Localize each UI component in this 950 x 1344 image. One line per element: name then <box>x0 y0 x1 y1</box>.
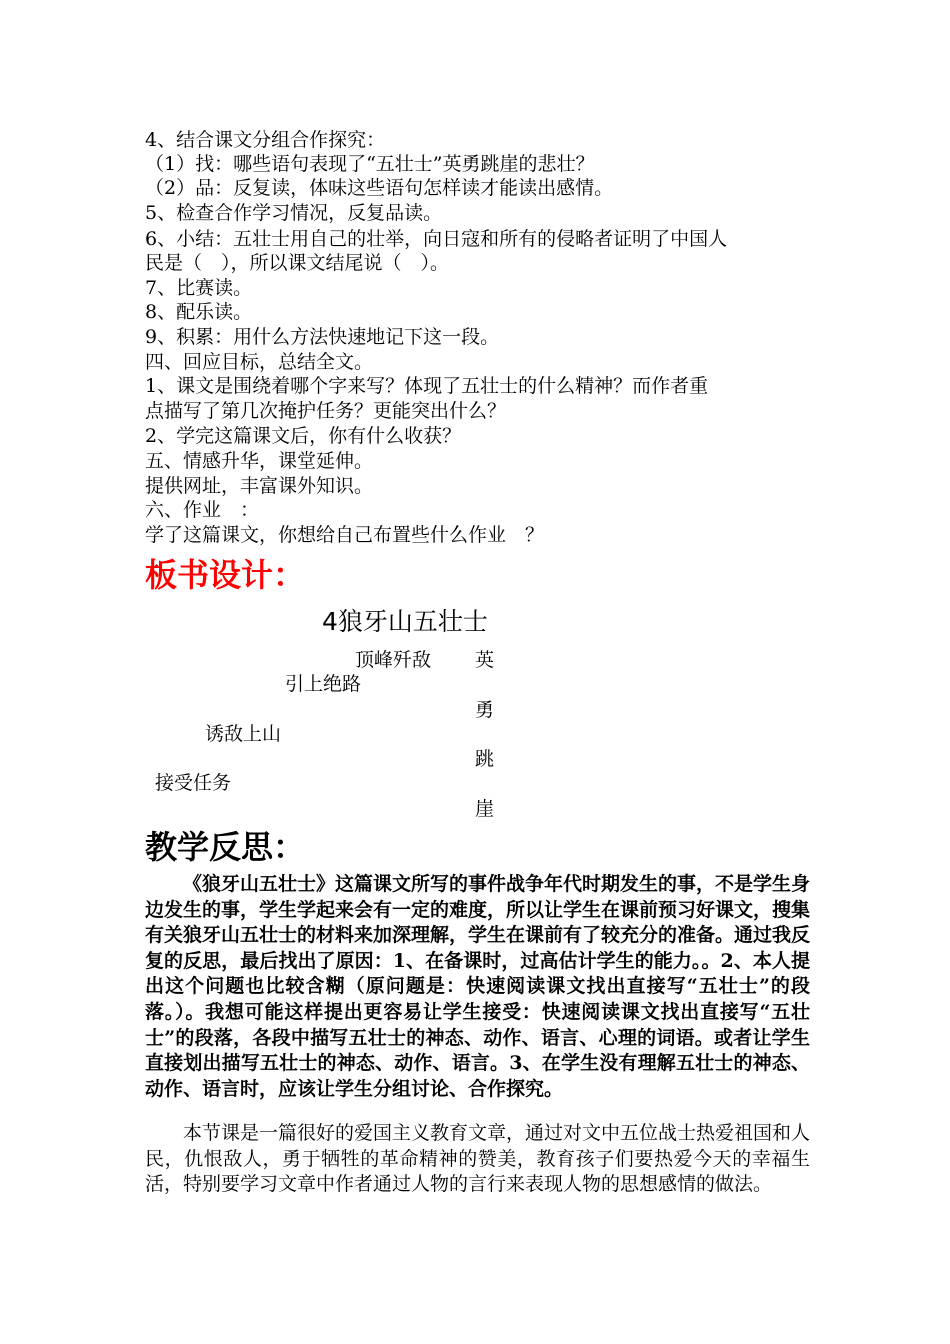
summary-q1-line1: 1、课文是围绕着哪个字来写？体现了五壮士的什么精神？而作者重 <box>145 375 709 397</box>
board-vertical-char: 崖 <box>475 798 495 820</box>
step-5: 5、检查合作学习情况，反复品读。 <box>145 202 443 224</box>
section-6-heading: 六、作业 ： <box>145 499 260 521</box>
board-vertical-char: 英 <box>475 649 495 671</box>
step-4-find: （1）找：哪些语句表现了“五壮士”英勇跳崖的悲壮？ <box>145 153 595 175</box>
section-5-text: 提供网址，丰富课外知识。 <box>145 475 374 497</box>
board-stage-accept-task: 接受任务 <box>155 772 232 794</box>
board-vertical-char: 勇 <box>475 699 495 721</box>
board-stage-summit: 顶峰歼敌 <box>355 649 432 671</box>
step-9: 9、积累：用什么方法快速地记下这一段。 <box>145 326 500 348</box>
homework-text: 学了这篇课文，你想给自己布置些什么作业 ？ <box>145 524 545 546</box>
section-5-heading: 五、情感升华，课堂延伸。 <box>145 450 374 472</box>
board-title: 4狼牙山五壮士 <box>322 607 488 636</box>
summary-q1-line2: 点描写了第几次掩护任务？更能突出什么？ <box>145 400 507 422</box>
reflection-paragraph-1: 《狼牙山五壮士》这篇课文所写的事件战争年代时期发生的事，不是学生身边发生的事，学生学起来会有一定的难度，所以让学生在课前预习好课文，搜集有关狼牙山五壮士的材料来加深理解，学生在课前有了较充分的准备。通过我反复的反思，最后找出了原因：1、在备课时，过高估计学生的能力。。2、本人提出这个问题也比较含糊（原问题是：快速阅读课文找出直接写“五壮士”的段落。）。我想可能这样提出更容易让学生接受：快速阅读课文找出直接写“五壮士”的段落，各段中描写五壮士的神态、动作、语言、心理的词语。或者让学生直接划出描写五壮士的神态、动作、语言。3、在学生没有理解五壮士的神态、动作、语言时，应该让学生分组讨论、合作探究。 <box>145 873 811 1100</box>
step-7: 7、比赛读。 <box>145 277 253 299</box>
step-6-line2: 民是（ ），所以课文结尾说（ ）。 <box>145 252 450 274</box>
step-4-savor: （2）品：反复读，体味这些语句怎样读才能读出感情。 <box>145 177 614 199</box>
step-8: 8、配乐读。 <box>145 301 253 323</box>
summary-q2: 2、学完这篇课文后，你有什么收获？ <box>145 425 462 447</box>
board-vertical-char: 跳 <box>475 748 495 770</box>
board-design-heading: 板书设计： <box>145 556 306 594</box>
step-6-line1: 6、小结：五壮士用自己的壮举，向日寇和所有的侵略者证明了中国人 <box>145 228 728 250</box>
board-stage-lure-to-cliff: 引上绝路 <box>285 673 362 695</box>
reflection-paragraph-2: 本节课是一篇很好的爱国主义教育文章，通过对文中五位战士热爱祖国和人民，仇恨敌人，勇于牺牲的革命精神的赞美，教育孩子们要热爱今天的幸福生活，特别要学习文章中作者通过人物的言行来表现人物的思想感情的做法。 <box>145 1122 811 1196</box>
reflection-heading: 教学反思： <box>145 828 306 866</box>
section-4-heading: 四、回应目标，总结全文。 <box>145 351 374 373</box>
board-stage-lure-up-mountain: 诱敌上山 <box>205 723 282 745</box>
step-4: 4、结合课文分组合作探究： <box>145 129 386 151</box>
